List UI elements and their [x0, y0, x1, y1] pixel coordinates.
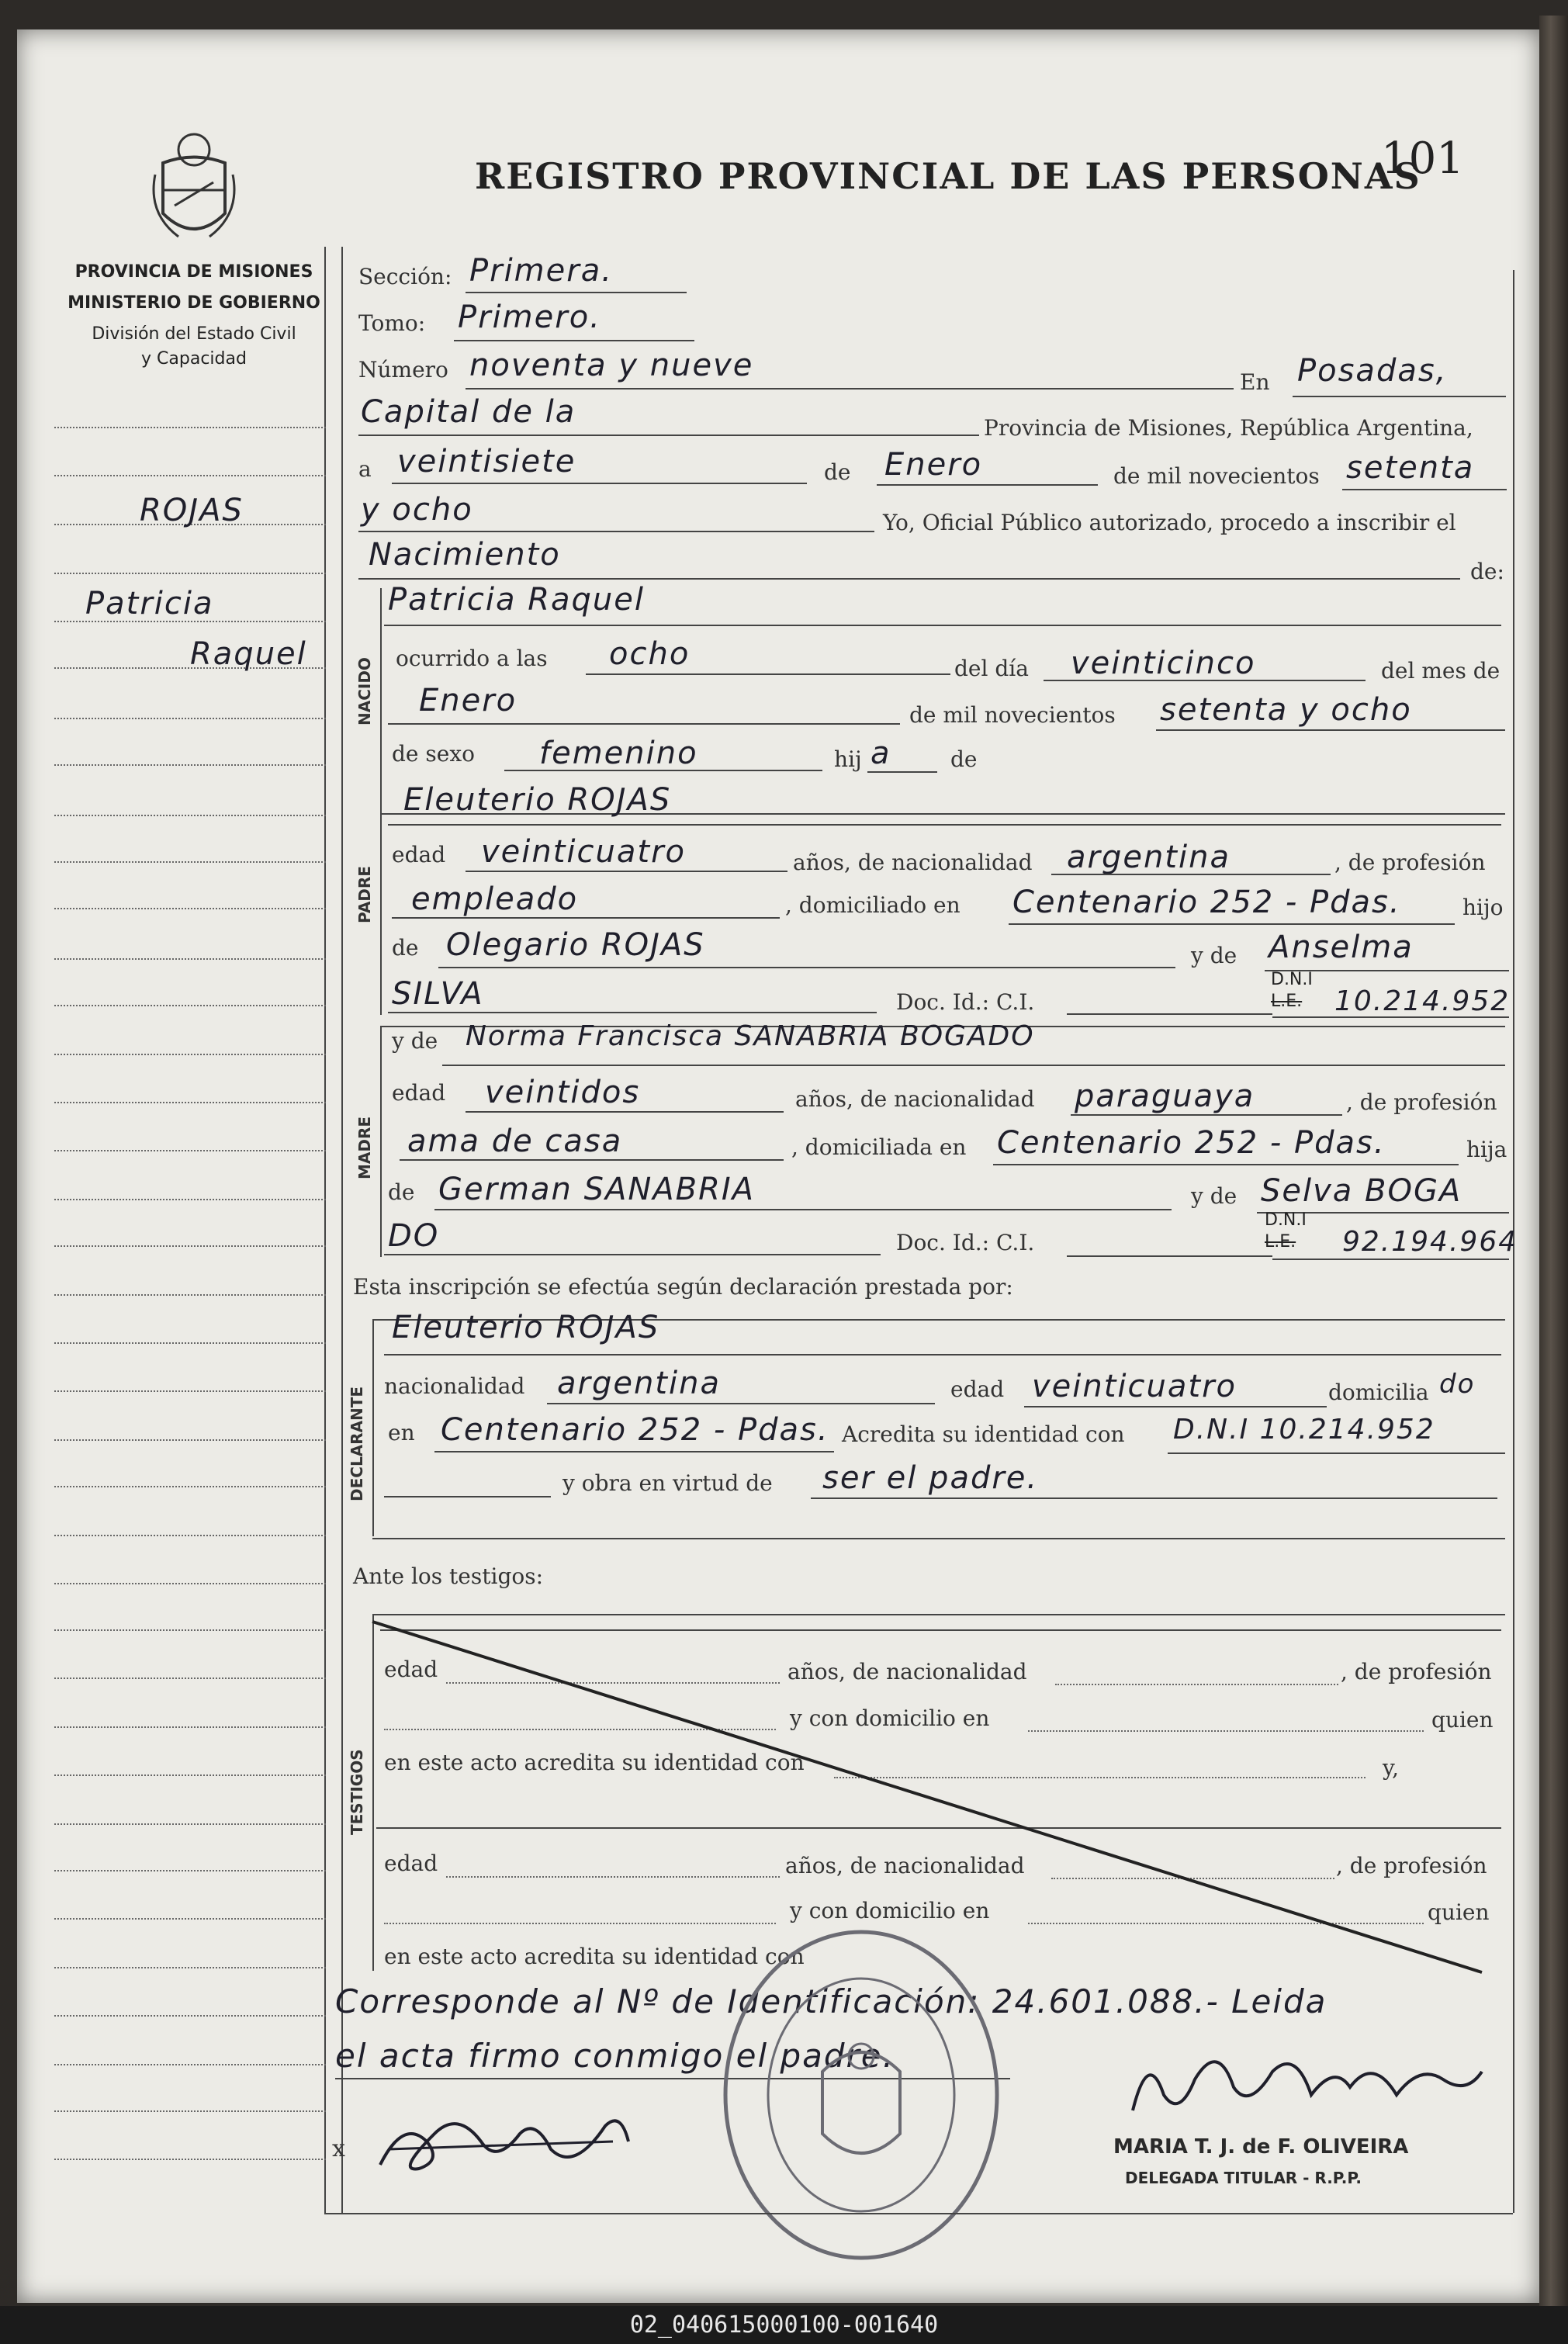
- padre-doc-type: D.N.I: [1271, 970, 1313, 989]
- yo-label: Yo, Oficial Público autorizado, procedo a inscribir el: [883, 510, 1456, 535]
- de-mil-2-label: de mil novecientos: [909, 702, 1116, 728]
- padre-edad-value: veinticuatro: [481, 834, 686, 870]
- madre-prof-value: ama de casa: [407, 1124, 623, 1159]
- de-2-label: de: [950, 746, 978, 772]
- provincia-label: Provincia de Misiones, República Argentina,: [984, 415, 1473, 441]
- y-de-label: y de: [1191, 943, 1237, 968]
- de-sexo-label: de sexo: [392, 741, 475, 767]
- madre-doc-type: D.N.I: [1265, 1210, 1307, 1230]
- de-3-label: de: [392, 935, 419, 961]
- ocurrido-label: ocurrido a las: [396, 646, 548, 671]
- de-colon-label: de:: [1470, 559, 1504, 584]
- padre-value: Eleuterio ROJAS: [403, 782, 672, 818]
- madre-de-label: de: [388, 1179, 415, 1205]
- acto-value: Nacimiento: [369, 537, 561, 573]
- testigo-2-nac-label: años, de nacionalidad: [785, 1853, 1025, 1878]
- obra-label: y obra en virtud de: [562, 1470, 773, 1496]
- declarante-side-label: DECLARANTE: [348, 1386, 366, 1501]
- book-edge: [1539, 16, 1568, 2312]
- document-title: REGISTRO PROVINCIAL DE LAS PERSONAS: [475, 155, 1421, 197]
- testigos-intro: Ante los testigos:: [353, 1563, 544, 1589]
- testigo-2-edad-label: edad: [384, 1851, 438, 1876]
- madre-side-label: MADRE: [355, 1116, 374, 1179]
- decl-en-label: en: [388, 1420, 415, 1446]
- hijo-label: hijo: [1462, 895, 1504, 920]
- abuela-m-1-value: Selva BOGA: [1261, 1173, 1462, 1209]
- decl-id-value: D.N.I 10.214.952: [1173, 1414, 1435, 1446]
- testigo-1-quien-label: quien: [1431, 1707, 1494, 1733]
- decl-nac-value: argentina: [557, 1366, 721, 1401]
- tomo-value: Primero.: [458, 299, 601, 335]
- testigo-1-edad-label: edad: [384, 1657, 438, 1682]
- hij-suffix: a: [871, 736, 891, 771]
- declaracion-intro: Esta inscripción se efectúa según declaración prestada por:: [353, 1274, 1013, 1300]
- madre-y-de-label: y de: [392, 1028, 438, 1054]
- padre-prof-label: , de profesión: [1334, 850, 1486, 875]
- folio-number: 101: [1381, 133, 1464, 184]
- margin-given-2: Raquel: [190, 636, 307, 672]
- footer-file-id: 02_040615000100-001640: [0, 2306, 1568, 2344]
- body-left-border: [341, 247, 343, 2213]
- province-line: PROVINCIA DE MISIONES: [74, 262, 313, 282]
- en-label: En: [1240, 369, 1270, 395]
- decl-edad-value: veinticuatro: [1032, 1369, 1237, 1404]
- testigo-1-y-label: y,: [1383, 1755, 1399, 1781]
- padre-prof-value: empleado: [411, 881, 579, 917]
- testigo-2-acredita-label: en este acto acredita su identidad con: [384, 1944, 805, 1969]
- padre-side-label: PADRE: [355, 866, 374, 923]
- official-stamp-seal: [714, 1916, 1009, 2273]
- padre-doc-struck: L.E.: [1271, 992, 1303, 1011]
- declarante-value: Eleuterio ROJAS: [392, 1310, 660, 1345]
- madre-nac-value: paraguaya: [1075, 1079, 1255, 1114]
- division-line: División del Estado Civil: [92, 324, 296, 344]
- capacity-line: y Capacidad: [141, 349, 247, 369]
- abuelo-value: Olegario ROJAS: [446, 927, 705, 963]
- official-signature-icon: [1117, 2033, 1490, 2126]
- testigo-1-dom-label: y con domicilio en: [790, 1705, 990, 1731]
- sexo-value: femenino: [539, 736, 698, 771]
- madre-doc-value: 92.194.964: [1342, 1226, 1518, 1258]
- decl-dom-suffix: do: [1439, 1369, 1476, 1400]
- padre-nac-value: argentina: [1067, 840, 1231, 875]
- madre-doc-label: Doc. Id.: C.I.: [896, 1230, 1035, 1255]
- official-name: MARIA T. J. de F. OLIVEIRA: [1113, 2135, 1409, 2159]
- en-value: Posadas,: [1297, 353, 1448, 389]
- madre-prof-label: , de profesión: [1346, 1089, 1497, 1115]
- testigo-2-prof-label: , de profesión: [1336, 1853, 1487, 1878]
- madre-dom-label: , domiciliada en: [791, 1134, 967, 1160]
- testigo-1-prof-label: , de profesión: [1341, 1659, 1492, 1684]
- padre-nac-label: años, de nacionalidad: [793, 850, 1033, 875]
- testigo-2-quien-label: quien: [1428, 1899, 1490, 1925]
- padre-dom-value: Centenario 252 - Pdas.: [1012, 885, 1401, 920]
- note-line-2: el acta firmo conmigo el padre.: [335, 2037, 895, 2075]
- padre-doc-value: 10.214.952: [1334, 985, 1511, 1017]
- testigo-1-acredita-label: en este acto acredita su identidad con: [384, 1750, 805, 1775]
- hora-value: ocho: [609, 636, 691, 672]
- mes-value: Enero: [884, 447, 983, 483]
- ministry-line: MINISTERIO DE GOBIERNO: [67, 293, 320, 313]
- capital-value: Capital de la: [361, 394, 576, 430]
- official-title: DELEGADA TITULAR - R.P.P.: [1125, 2169, 1362, 2187]
- madre-value: Norma Francisca SANABRIA BOGADO: [466, 1020, 1035, 1052]
- seccion-value: Primera.: [469, 253, 613, 289]
- abuela-1-value: Anselma: [1269, 930, 1414, 965]
- note-line-1: Corresponde al Nº de Identificación: 24.601.088.- Leida: [335, 1982, 1327, 2020]
- del-dia-label: del día: [954, 656, 1029, 681]
- madre-nac-label: años, de nacionalidad: [795, 1086, 1035, 1112]
- acredita-label: Acredita su identidad con: [842, 1421, 1125, 1447]
- padre-dom-label: , domiciliado en: [785, 892, 961, 918]
- margin-given-1: Patricia: [85, 586, 214, 621]
- a-label: a: [358, 456, 372, 482]
- madre-doc-struck: L.E.: [1265, 1232, 1296, 1252]
- anio-nac-value: setenta y ocho: [1160, 692, 1412, 728]
- hija-label: hija: [1466, 1137, 1507, 1162]
- decl-dom-value: Centenario 252 - Pdas.: [441, 1412, 829, 1448]
- madre-y-de-2-label: y de: [1191, 1183, 1237, 1209]
- dia-nac-value: veinticinco: [1071, 646, 1256, 681]
- decl-virtud-value: ser el padre.: [822, 1460, 1039, 1496]
- de-mil-label: de mil novecientos: [1113, 463, 1320, 489]
- numero-label: Número: [358, 357, 448, 383]
- decl-edad-label: edad: [950, 1376, 1005, 1402]
- coat-of-arms-icon: [147, 128, 241, 252]
- dia-value: veintisiete: [397, 444, 576, 480]
- madre-dom-value: Centenario 252 - Pdas.: [997, 1125, 1386, 1161]
- abuela-2-value: SILVA: [392, 976, 484, 1012]
- anio-1-value: setenta: [1346, 450, 1475, 486]
- testigo-2-dom-label: y con domicilio en: [790, 1898, 990, 1923]
- del-mes-label: del mes de: [1381, 658, 1501, 684]
- nombre-value: Patricia Raquel: [388, 582, 645, 618]
- anio-2-value: y ocho: [361, 492, 473, 528]
- abuelo-m-value: German SANABRIA: [438, 1172, 756, 1207]
- padre-edad-label: edad: [392, 842, 446, 867]
- signature-x-mark: x: [332, 2135, 345, 2162]
- decl-nac-label: nacionalidad: [384, 1373, 525, 1399]
- de-label: de: [824, 459, 851, 485]
- margin-surname: ROJAS: [140, 493, 244, 528]
- testigos-side-label: TESTIGOS: [348, 1749, 366, 1835]
- padre-doc-label: Doc. Id.: C.I.: [896, 989, 1035, 1015]
- mes-nac-value: Enero: [419, 683, 517, 718]
- declarant-signature-icon: [372, 2095, 636, 2180]
- testigo-1-nac-label: años, de nacionalidad: [787, 1659, 1027, 1684]
- nacido-side-label: NACIDO: [355, 657, 374, 725]
- tomo-label: Tomo:: [358, 310, 426, 336]
- numero-value: noventa y nueve: [469, 348, 754, 383]
- abuela-m-2-value: DO: [388, 1218, 440, 1254]
- decl-dom-label: domicilia: [1328, 1380, 1429, 1405]
- madre-edad-label: edad: [392, 1080, 446, 1106]
- hij-label: hij: [834, 746, 862, 772]
- madre-edad-value: veintidos: [485, 1075, 641, 1110]
- seccion-label: Sección:: [358, 264, 452, 289]
